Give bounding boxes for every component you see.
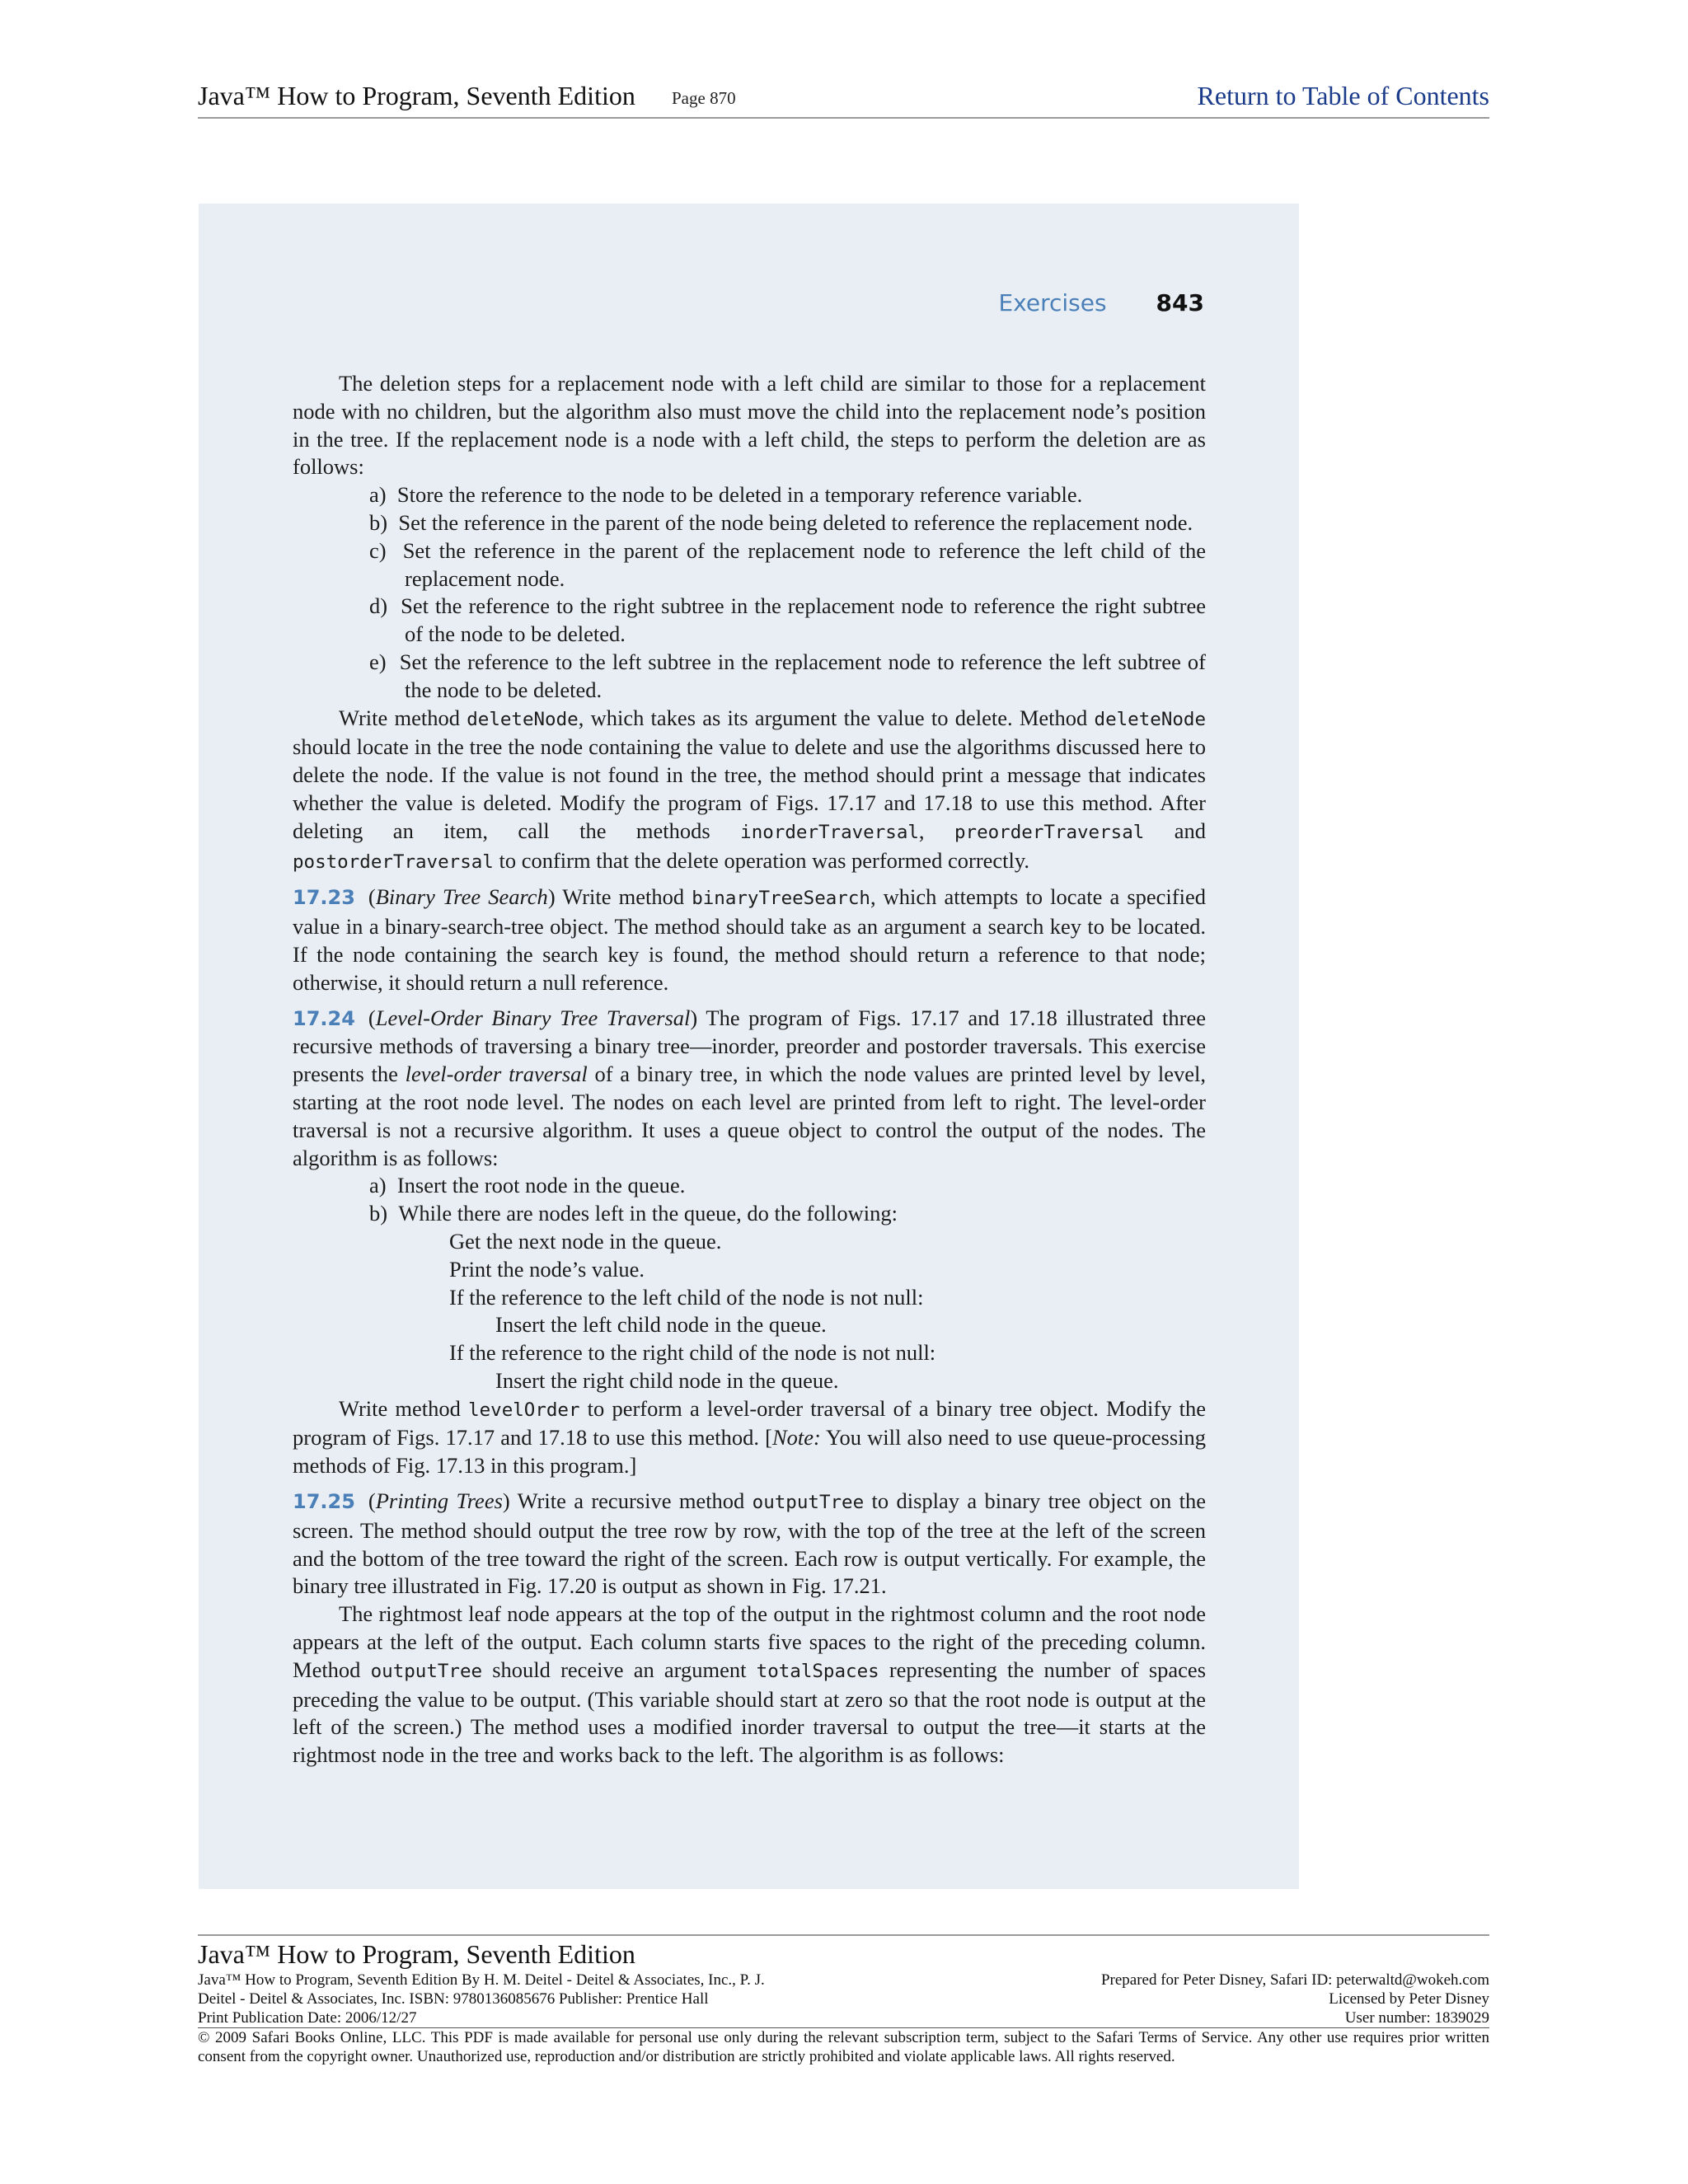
footer-text: Print Publication Date: 2006/12/27 bbox=[198, 2009, 417, 2027]
list-text: Store the reference to the node to be deleted in a temporary reference variable. bbox=[396, 482, 1083, 508]
text-run: The program of Figs. 17.17 and 17.18 illustrated three recursive methods of traversing a binary tree—inorder, preorder and postorder traversals. This exercise presents the bbox=[293, 1005, 1206, 1087]
code-run: outputTree bbox=[752, 1492, 865, 1514]
footer-row bbox=[198, 1990, 1489, 2008]
text-run: You will also need to use queue-processing methods of Fig. 17.13 in this program.] bbox=[293, 1425, 1207, 1479]
emphasis: level-order traversal bbox=[405, 1062, 588, 1087]
page-number: 843 bbox=[1156, 289, 1204, 316]
list-label: e) bbox=[369, 649, 387, 674]
text-run: should receive an argument bbox=[482, 1657, 757, 1682]
page-footer bbox=[198, 1934, 1489, 2066]
section-title: Exercises bbox=[998, 289, 1107, 316]
footer-row bbox=[198, 2008, 1489, 2027]
text-run: , which attempts to locate a specified value in a binary-search-tree object. The method should take as an argument a search key to be located. If the node containing the search key is found, the method should return a reference to that node; otherwise, it should return a null reference. bbox=[293, 884, 1206, 995]
text-run: Write method bbox=[339, 705, 467, 730]
list-item bbox=[293, 481, 1206, 509]
list-label: b) bbox=[369, 1201, 388, 1226]
exercise-17-25: 17.25 (Printing Trees) Write a recursive method outputTree to display a binary tree object on the screen. The method should output the tree row by row, with the top of the tree at the left of the screen and the bottom of the tree toward the right of the screen. Each row is output vertically. For example, the binary tree illustrated in Fig. 17.20 is output as shown in Fig. 17.21. bbox=[293, 1488, 1206, 1599]
top-header bbox=[198, 79, 1489, 119]
list-item bbox=[293, 1172, 1206, 1200]
list-text: Set the reference in the parent of the node being deleted to reference the replacement node. bbox=[398, 509, 1193, 535]
paragraph bbox=[293, 1395, 1206, 1480]
algorithm-step: If the reference to the left child of the node is not null: bbox=[449, 1284, 924, 1310]
text-run: to confirm that the delete operation was performed correctly. bbox=[493, 847, 1030, 873]
algorithm-step: If the reference to the right child of the node is not null: bbox=[449, 1340, 936, 1366]
code-run: outputTree bbox=[370, 1660, 483, 1682]
exercise-title: Binary Tree Search bbox=[375, 884, 548, 910]
paragraph bbox=[293, 705, 1206, 877]
list-label: a) bbox=[369, 1173, 387, 1198]
list-label: c) bbox=[369, 537, 387, 563]
list-item bbox=[293, 537, 1206, 593]
book-page bbox=[199, 204, 1299, 1889]
code-run: totalSpaces bbox=[756, 1660, 879, 1682]
exercise-17-23: 17.23 (Binary Tree Search) Write method binaryTreeSearch, which attempts to locate a specified value in a binary-search-tree object. The method should take as an argument a search key to be located. If the node containing the search key is found, the method should return a reference to that node; otherwise, it should return a null reference. bbox=[293, 884, 1206, 995]
code-run: deleteNode bbox=[1094, 708, 1207, 730]
paragraph: The deletion steps for a replacement node with a left child are similar to those for a replacement node with no children, but the algorithm also must move the child into the replacement node’s position in the tree. If the replacement node is a node with a left child, the steps to perform the deletion are as follows: bbox=[293, 371, 1206, 480]
text-run: of a binary tree, in which the node values are printed level by level, starting at the root node level. The nodes on each level are printed from left to right. The level-order traversal is not a recursive algorithm. It uses a queue object to control the output of the nodes. The algorithm is as follows: bbox=[293, 1062, 1206, 1170]
footer-text: User number: 1839029 bbox=[1344, 2009, 1489, 2027]
algorithm-step: Insert the right child node in the queue. bbox=[495, 1367, 839, 1393]
exercise-number: 17.25 bbox=[293, 1490, 355, 1514]
list-text: While there are nodes left in the queue, do the following: bbox=[398, 1201, 898, 1226]
text-run: to perform a level-order traversal of a binary tree object. Modify the program of Figs. 17.17 and 17.18 to use this method. [ bbox=[293, 1395, 1207, 1451]
algorithm-step: Print the node’s value. bbox=[449, 1256, 645, 1282]
text-run: , bbox=[918, 818, 954, 843]
copyright-notice: © 2009 Safari Books Online, LLC. This PDF is made available for personal use only during the relevant subscription term, subject to the Safari Terms of Service. Any other use requires prior written consent from the copyright owner. Unauthorized use, reproduction and/or distribution are strictly prohibited and violate applicable laws. All rights reserved. bbox=[198, 2029, 1489, 2065]
text-run: representing the number of spaces preceding the value to be output. (This variable should start at zero so that the root node is output at the left of the screen.) The method uses a modified inorder traversal to output the tree—it starts at the rightmost node in the tree and works back to the left. The algorithm is as follows: bbox=[293, 1657, 1207, 1768]
list-item bbox=[293, 649, 1206, 705]
footer-text: Licensed by Peter Disney bbox=[1329, 1990, 1489, 2008]
text-run: The rightmost leaf node appears at the top of the output in the rightmost column and the root node appears at the left of the output. Each column starts five spaces to the right of the preceding column. Method bbox=[293, 1601, 1206, 1682]
code-run: inorderTraversal bbox=[740, 821, 919, 843]
code-run: deleteNode bbox=[467, 708, 579, 730]
running-head bbox=[199, 289, 1204, 327]
text-run: Write a recursive method bbox=[509, 1488, 753, 1514]
list-item bbox=[293, 1200, 1206, 1228]
list-text: Set the reference in the parent of the replacement node to reference the left child of the replacement node. bbox=[402, 537, 1207, 591]
algorithm-step: Get the next node in the queue. bbox=[449, 1228, 722, 1254]
list-label: d) bbox=[369, 593, 388, 619]
list-text: Set the reference to the left subtree in the replacement node to reference the left subtree of the node to be deleted. bbox=[399, 649, 1206, 702]
text-run: Write method bbox=[555, 884, 692, 910]
list-item bbox=[293, 593, 1206, 649]
exercise-17-24: 17.24 (Level-Order Binary Tree Traversal) The program of Figs. 17.17 and 17.18 illustrated three recursive methods of traversing a binary tree—inorder, preorder and postorder traversals. This exercise presents the level-order traversal of a binary tree, in which the node values are printed level by level, starting at the root node level. The nodes on each level are printed from left to right. The level-order traversal is not a recursive algorithm. It uses a queue object to control the output of the nodes. The algorithm is as follows: bbox=[293, 1005, 1206, 1170]
footer-text: Java™ How to Program, Seventh Edition By H. M. Deitel - Deitel & Associates, Inc., P. J. bbox=[198, 1971, 765, 1989]
code-run: postorderTraversal bbox=[293, 851, 494, 873]
footer-text: Prepared for Peter Disney, Safari ID: peterwaltd@wokeh.com bbox=[1100, 1971, 1489, 1989]
list-label: b) bbox=[369, 509, 388, 535]
text-run: , which takes as its argument the value to delete. Method bbox=[578, 705, 1095, 730]
algorithm-step: Insert the left child node in the queue. bbox=[495, 1312, 827, 1338]
footer-row bbox=[198, 1971, 1489, 1990]
exercise-title: Level-Order Binary Tree Traversal bbox=[375, 1005, 691, 1030]
exercise-title: Printing Trees bbox=[375, 1488, 503, 1514]
footer-text: Deitel - Deitel & Associates, Inc. ISBN: 9780136085676 Publisher: Prentice Hall bbox=[198, 1990, 709, 2008]
footer-book-title: Java™ How to Program, Seventh Edition bbox=[198, 1939, 635, 1969]
code-run: binaryTreeSearch bbox=[692, 888, 870, 910]
toc-link[interactable]: Return to Table of Contents bbox=[1197, 81, 1489, 110]
list-item bbox=[293, 509, 1206, 537]
text-run: should locate in the tree the node containing the value to delete and use the algorithms discussed here to delete the node. If the value is not found in the tree, the method should print a message that indicates whether the value is deleted. Modify the program of Figs. 17.17 and 17.18 to use this method. After deleting an item, call the methods bbox=[293, 734, 1206, 843]
list-label: a) bbox=[369, 482, 387, 508]
text-run: and bbox=[1144, 818, 1207, 843]
code-run: levelOrder bbox=[468, 1399, 580, 1421]
page-label: Page 870 bbox=[672, 88, 736, 108]
code-run: preorderTraversal bbox=[954, 821, 1145, 843]
text-run: Write method bbox=[339, 1395, 469, 1421]
list-text: Insert the root node in the queue. bbox=[396, 1173, 686, 1198]
body-text bbox=[293, 370, 1206, 1769]
book-title: Java™ How to Program, Seventh Edition bbox=[198, 81, 635, 110]
exercise-number: 17.24 bbox=[293, 1006, 355, 1030]
paragraph bbox=[293, 1601, 1206, 1769]
exercise-number: 17.23 bbox=[293, 886, 355, 910]
emphasis: Note: bbox=[772, 1425, 821, 1451]
text-run: to display a binary tree object on the screen. The method should output the tree row by row, with the top of the tree at the left of the screen and the bottom of the tree toward the right of the screen. Each row is output vertically. For example, the binary tree illustrated in Fig. 17.20 is output as shown in Fig. 17.21. bbox=[293, 1488, 1206, 1599]
list-text: Set the reference to the right subtree in the replacement node to reference the right subtree of the node to be deleted. bbox=[401, 593, 1206, 647]
